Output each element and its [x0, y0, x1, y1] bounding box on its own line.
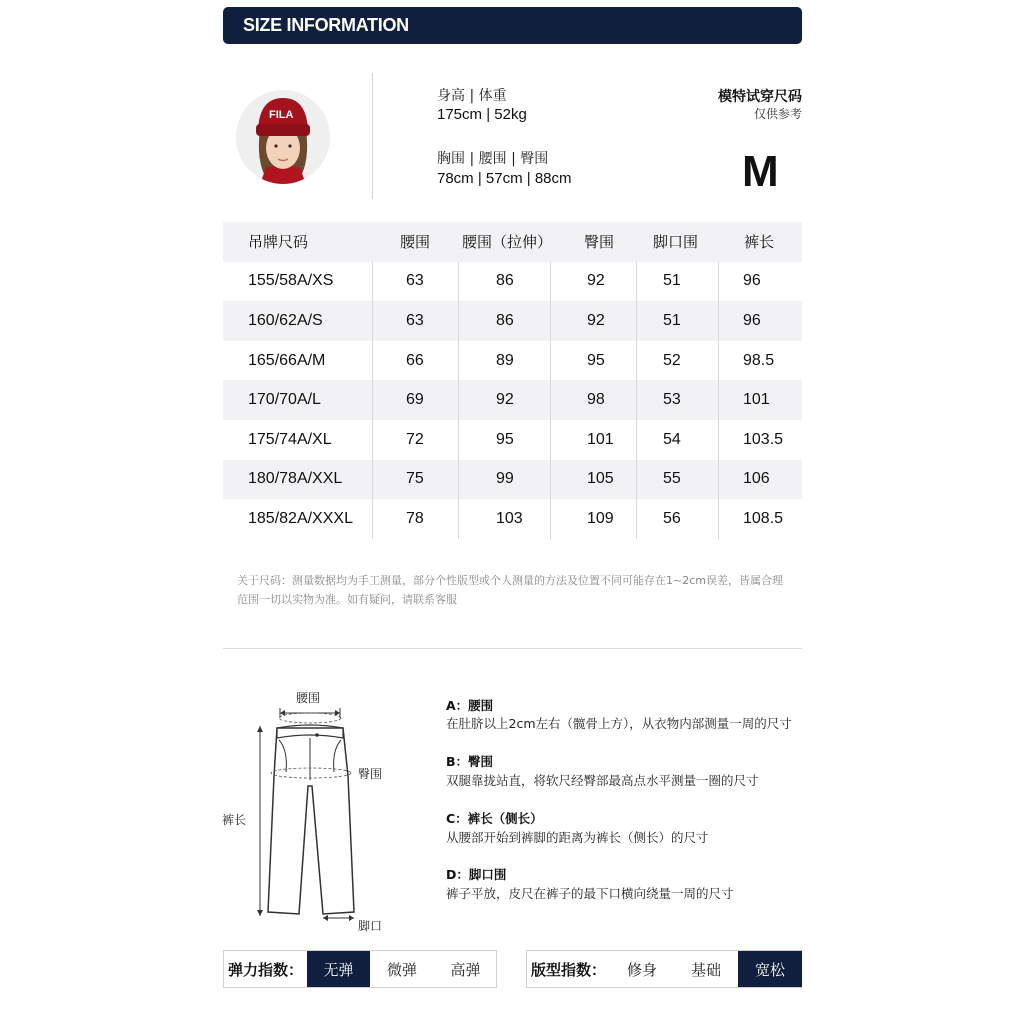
model-size-title: 模特试穿尺码 [718, 89, 802, 105]
def-length-desc: 从腰部开始到裤脚的距离为裤长（侧长）的尺寸 [446, 830, 709, 845]
pants-outline [268, 728, 354, 914]
size-table [223, 222, 802, 539]
def-waist-title: A：腰围 [446, 698, 494, 713]
table-cell: 103.5 [743, 430, 784, 448]
table-row [223, 420, 802, 460]
table-row [223, 301, 802, 341]
table-row [223, 262, 802, 302]
elasticity-option-none: 无弹 [307, 951, 370, 987]
column-divider [458, 262, 459, 539]
table-row [223, 460, 802, 500]
table-header: 脚口围 [653, 233, 699, 252]
fit-label: 版型指数： [530, 960, 606, 979]
diagram-waist-label: 腰围 [296, 691, 321, 705]
table-cell: 101 [587, 430, 614, 448]
size-info-header [223, 7, 802, 44]
table-cell: 165/66A/M [248, 351, 326, 369]
table-cell: 175/74A/XL [248, 430, 332, 448]
def-length-title: C：裤长（侧长） [446, 811, 543, 826]
table-cell: 86 [496, 272, 514, 290]
pants-measurement-diagram [220, 680, 420, 940]
model-size-subtitle: 仅供参考 [753, 107, 802, 121]
table-cell: 55 [663, 470, 681, 488]
table-cell: 92 [587, 311, 605, 329]
table-cell: 108.5 [743, 509, 784, 527]
table-cell: 63 [406, 272, 424, 290]
height-weight-label: 身高 | 体重 [437, 88, 507, 104]
table-cell: 105 [587, 470, 614, 488]
table-cell: 63 [406, 311, 424, 329]
table-cell: 155/58A/XS [248, 272, 334, 290]
table-cell: 99 [496, 470, 514, 488]
table-cell: 109 [587, 509, 614, 527]
column-divider [550, 262, 551, 539]
table-cell: 98.5 [743, 351, 775, 369]
table-row [223, 380, 802, 420]
diagram-hip-label: 臀围 [358, 767, 383, 781]
table-header: 腰围（拉伸） [462, 233, 553, 252]
table-cell: 170/70A/L [248, 391, 321, 409]
table-header: 裤长 [744, 233, 775, 252]
fit-option-loose: 宽松 [738, 951, 802, 987]
column-divider [372, 262, 373, 539]
table-cell: 160/62A/S [248, 311, 323, 329]
elasticity-option-slight: 微弹 [386, 960, 417, 979]
height-weight-value: 175cm | 52kg [437, 106, 527, 123]
table-header: 腰围 [400, 233, 431, 252]
table-cell: 53 [663, 391, 681, 409]
table-cell: 51 [663, 311, 681, 329]
table-header: 吊牌尺码 [248, 233, 309, 252]
size-note [237, 571, 802, 609]
table-cell: 75 [406, 470, 424, 488]
table-cell: 92 [587, 272, 605, 290]
table-header: 臀围 [584, 233, 615, 252]
table-cell: 103 [496, 509, 523, 527]
model-avatar [236, 90, 330, 184]
def-hip-title: B：臀围 [446, 754, 494, 769]
fit-index [526, 950, 802, 988]
table-row [223, 341, 802, 381]
def-waist-desc: 在肚脐以上2cm左右（髋骨上方），从衣物内部测量一周的尺寸 [446, 716, 792, 731]
def-hip-desc: 双腿靠拢站直，将软尺经臀部最高点水平测量一圈的尺寸 [446, 773, 759, 788]
table-cell: 180/78A/XXL [248, 470, 343, 488]
table-row [223, 499, 802, 539]
hat-logo: FILA [269, 109, 294, 121]
column-divider [636, 262, 637, 539]
table-cell: 96 [743, 311, 761, 329]
elasticity-option-high: 高弹 [450, 960, 481, 979]
table-cell: 185/82A/XXXL [248, 509, 353, 527]
column-divider [718, 262, 719, 539]
table-cell: 66 [406, 351, 424, 369]
header-title: SIZE INFORMATION [243, 15, 409, 35]
table-cell: 95 [496, 430, 514, 448]
diagram-length-label: 裤长 [222, 813, 247, 827]
fit-option-regular: 基础 [690, 960, 721, 979]
table-cell: 98 [587, 391, 605, 409]
table-cell: 69 [406, 391, 424, 409]
table-cell: 54 [663, 430, 681, 448]
def-hem-desc: 裤子平放，皮尺在裤子的最下口横向绕量一周的尺寸 [446, 886, 734, 901]
note-line: 范围一切以实物为准。如有疑问，请联系客服 [237, 593, 457, 606]
table-cell: 106 [743, 470, 770, 488]
model-divider [372, 73, 373, 199]
table-header-row [223, 222, 802, 262]
note-line: 关于尺码：测量数据均为手工测量，部分个性版型或个人测量的方法及位置不同可能存在1~2cm误差，皆属合理 [237, 574, 783, 587]
table-cell: 72 [406, 430, 424, 448]
diagram-hem-label: 脚口 [358, 919, 383, 933]
table-cell: 52 [663, 351, 681, 369]
table-cell: 92 [496, 391, 514, 409]
section-divider [223, 648, 802, 649]
table-cell: 96 [743, 272, 761, 290]
def-hem-title: D：脚口围 [446, 867, 507, 882]
table-cell: 78 [406, 509, 424, 527]
table-cell: 86 [496, 311, 514, 329]
table-cell: 56 [663, 509, 681, 527]
elasticity-label: 弹力指数： [227, 960, 303, 979]
measurements-value: 78cm | 57cm | 88cm [437, 170, 572, 187]
fit-option-slim: 修身 [626, 960, 657, 979]
elasticity-index [223, 950, 497, 988]
measurements-label: 胸围 | 腰围 | 臀围 [437, 151, 549, 167]
table-cell: 101 [743, 391, 770, 409]
model-size-value: M [742, 147, 779, 196]
model-portrait-illustration [236, 90, 330, 184]
table-cell: 95 [587, 351, 605, 369]
table-cell: 51 [663, 272, 681, 290]
table-cell: 89 [496, 351, 514, 369]
